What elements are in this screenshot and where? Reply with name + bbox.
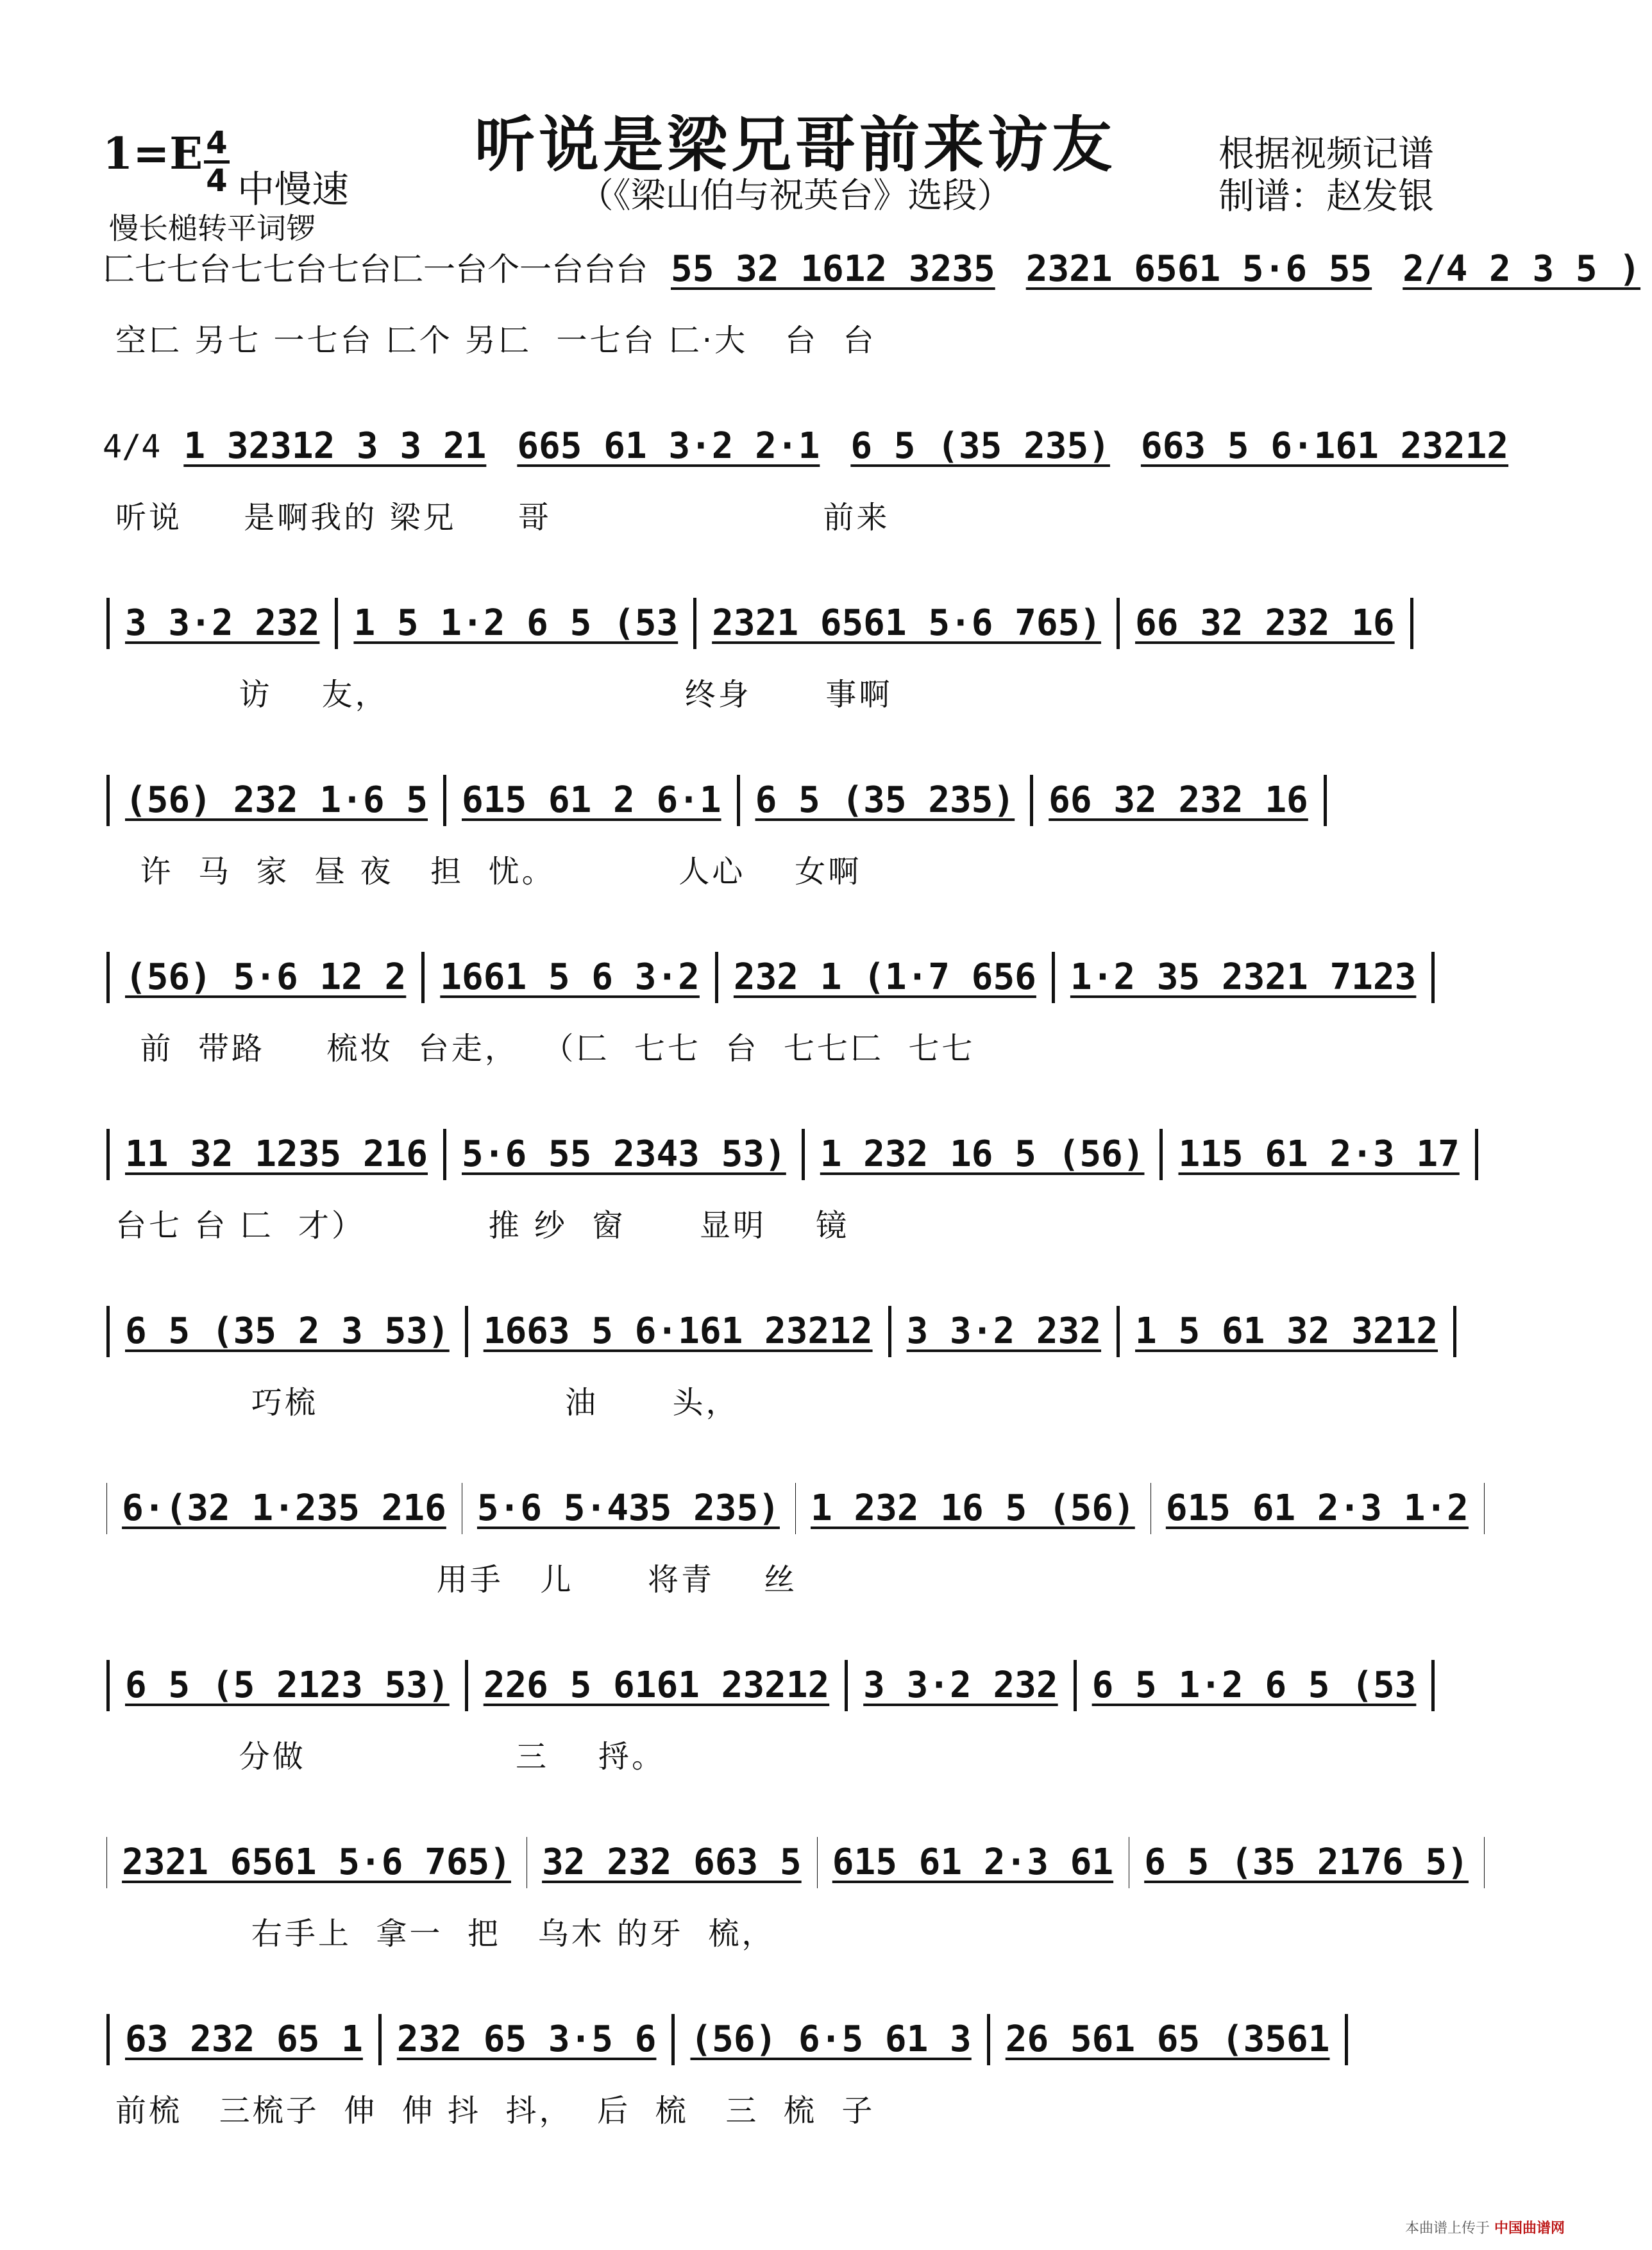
measure: 2321 6561 5·6 55 bbox=[1025, 248, 1372, 290]
barline bbox=[1475, 1129, 1478, 1180]
measure: 6 5 (35 235) bbox=[755, 779, 1015, 821]
measure: 1 5 61 32 3212 bbox=[1135, 1310, 1438, 1352]
barline bbox=[1431, 1660, 1435, 1711]
measure: 3 3·2 232 bbox=[906, 1310, 1102, 1352]
time-denominator: 4 bbox=[206, 163, 228, 199]
lyric-line-6: 台七 台 匚 才） 推 纱 窗 显明 镜 bbox=[115, 1208, 849, 1244]
upload-note: 本曲谱上传于 bbox=[1404, 2220, 1490, 2237]
barline bbox=[1052, 952, 1055, 1003]
measure: 32 232 663 5 bbox=[542, 1841, 802, 1883]
measure: 26 561 65 (3561 bbox=[1005, 2018, 1330, 2060]
measure: (56) 232 1·6 5 bbox=[125, 779, 428, 821]
barline bbox=[987, 2014, 990, 2065]
barline bbox=[465, 1660, 468, 1711]
barline bbox=[1117, 598, 1120, 649]
barline bbox=[106, 775, 110, 826]
measure: 66 32 232 16 bbox=[1135, 602, 1395, 644]
barline bbox=[106, 952, 110, 1003]
lyric-line-11: 前梳 三梳子 伸 伸 抖 抖， 后 梳 三 梳 子 bbox=[115, 2093, 875, 2129]
footer bbox=[1405, 2217, 1565, 2237]
measure: 615 61 2·3 1·2 bbox=[1165, 1487, 1469, 1529]
barline bbox=[106, 598, 110, 649]
measure: 663 5 6·161 23212 bbox=[1140, 425, 1509, 467]
barline bbox=[715, 952, 718, 1003]
measure: 6 5 1·2 6 5 (53 bbox=[1092, 1664, 1417, 1706]
lyric-line-9: 分做 三 捋。 bbox=[115, 1739, 665, 1775]
barline bbox=[1030, 775, 1033, 826]
notation-line-2 bbox=[103, 421, 1509, 472]
line-prefix: 匚七七台七七台七台匚一台个一台台台 bbox=[103, 251, 648, 288]
measure: 63 232 65 1 bbox=[125, 2018, 363, 2060]
notation-line-7 bbox=[103, 1306, 1488, 1357]
barline bbox=[1324, 775, 1327, 826]
measure: 1 5 1·2 6 5 (53 bbox=[353, 602, 678, 644]
time-signature bbox=[204, 126, 230, 198]
barline bbox=[802, 1129, 805, 1180]
measure: 2/4 2 3 5 ) bbox=[1403, 248, 1641, 290]
measure: 2321 6561 5·6 765) bbox=[712, 602, 1102, 644]
measure: 1 232 16 5 (56) bbox=[811, 1487, 1135, 1529]
measure: 1 232 16 5 (56) bbox=[820, 1133, 1145, 1175]
barline bbox=[106, 1129, 110, 1180]
barline bbox=[1159, 1129, 1163, 1180]
measure: 1663 5 6·161 23212 bbox=[483, 1310, 873, 1352]
measure: 55 32 1612 3235 bbox=[671, 248, 995, 290]
measure: 5·6 55 2343 53) bbox=[462, 1133, 786, 1175]
measure: (56) 5·6 12 2 bbox=[125, 956, 407, 998]
barline bbox=[888, 1306, 891, 1357]
measure: 66 32 232 16 bbox=[1049, 779, 1308, 821]
notation-line-8 bbox=[103, 1483, 1488, 1534]
barline bbox=[1410, 598, 1413, 649]
lyric-line-3: 访 友， 终身 事啊 bbox=[115, 677, 893, 713]
barline bbox=[443, 1129, 446, 1180]
barline bbox=[443, 775, 446, 826]
measure: (56) 6·5 61 3 bbox=[690, 2018, 972, 2060]
notation-line-5 bbox=[103, 952, 1488, 1003]
lyric-line-10: 右手上 拿一 把 乌木 的牙 梳， bbox=[115, 1916, 775, 1952]
page-title: 听说是梁兄哥前来访友 bbox=[474, 110, 1116, 180]
notation-line-4 bbox=[103, 775, 1488, 826]
line-prefix: 4/4 bbox=[103, 428, 161, 465]
measure: 1·2 35 2321 7123 bbox=[1070, 956, 1417, 998]
measure: 232 65 3·5 6 bbox=[396, 2018, 657, 2060]
measure: 115 61 2·3 17 bbox=[1178, 1133, 1460, 1175]
measure: 5·6 5·435 235) bbox=[476, 1487, 780, 1529]
barline bbox=[737, 775, 740, 826]
barline bbox=[378, 2014, 382, 2065]
barline bbox=[335, 598, 338, 649]
measure: 665 61 3·2 2·1 bbox=[517, 425, 820, 467]
barline bbox=[693, 598, 696, 649]
barline bbox=[1345, 2014, 1348, 2065]
barline bbox=[1453, 1306, 1456, 1357]
barline bbox=[1117, 1306, 1120, 1357]
measure: 6 5 (5 2123 53) bbox=[125, 1664, 450, 1706]
measure: 3 3·2 232 bbox=[125, 602, 320, 644]
barline bbox=[106, 1660, 110, 1711]
barline bbox=[106, 1306, 110, 1357]
lyric-line-5: 前 带路 梳妆 台走， （匚 七七 台 七七匚 七七 bbox=[115, 1031, 975, 1067]
credit-transcriber: 制谱：赵发银 bbox=[1218, 176, 1434, 217]
site-logo: 中国曲谱网 bbox=[1494, 2220, 1565, 2237]
measure: 232 1 (1·7 656 bbox=[733, 956, 1036, 998]
notation-line-11 bbox=[103, 2014, 1488, 2065]
lyric-line-7: 巧梳 油 头， bbox=[115, 1385, 739, 1421]
measure: 615 61 2 6·1 bbox=[462, 779, 721, 821]
lyric-line-4: 许 马 家 昼 夜 担 忧。 人心 女啊 bbox=[115, 854, 862, 890]
barline bbox=[106, 2014, 110, 2065]
barline bbox=[1431, 952, 1435, 1003]
measure: 6·(32 1·235 216 bbox=[122, 1487, 446, 1529]
measure: 11 32 1235 216 bbox=[125, 1133, 428, 1175]
lyric-line-8: 用手 儿 将青 丝 bbox=[115, 1562, 798, 1598]
measure: 6 5 (35 2 3 53) bbox=[125, 1310, 450, 1352]
measure: 3 3·2 232 bbox=[863, 1664, 1058, 1706]
barline bbox=[1074, 1660, 1077, 1711]
notation-line-1 bbox=[103, 244, 1641, 295]
barline bbox=[671, 2014, 675, 2065]
lyric-line-2: 听说 是啊我的 梁兄 哥 前来 bbox=[115, 500, 890, 536]
measure: 226 5 6161 23212 bbox=[483, 1664, 830, 1706]
barline bbox=[845, 1660, 848, 1711]
notation-line-9 bbox=[103, 1660, 1488, 1711]
measure: 6 5 (35 235) bbox=[850, 425, 1110, 467]
notation-line-10 bbox=[103, 1837, 1488, 1888]
page-subtitle: （《梁山伯与祝英台》选段） bbox=[578, 175, 1012, 216]
lyric-line-1: 空匚 另七 一七台 匚个 另匚 一七台 匚·大 台 台 bbox=[115, 323, 877, 359]
tempo-marking: 中慢速 bbox=[237, 167, 350, 211]
notation-line-3 bbox=[103, 598, 1488, 649]
time-numerator: 4 bbox=[206, 125, 228, 161]
measure: 1661 5 6 3·2 bbox=[440, 956, 700, 998]
credit-source: 根据视频记谱 bbox=[1218, 133, 1434, 175]
barline bbox=[421, 952, 425, 1003]
measure: 6 5 (35 2176 5) bbox=[1144, 1841, 1469, 1883]
barline bbox=[465, 1306, 468, 1357]
percussion-intro: 慢长槌转平词锣 bbox=[109, 211, 316, 246]
measure: 615 61 2·3 61 bbox=[832, 1841, 1114, 1883]
measure: 1 32312 3 3 21 bbox=[183, 425, 487, 467]
measure: 2321 6561 5·6 765) bbox=[122, 1841, 511, 1883]
notation-line-6 bbox=[103, 1129, 1488, 1180]
key-signature: 1=E bbox=[103, 128, 203, 180]
